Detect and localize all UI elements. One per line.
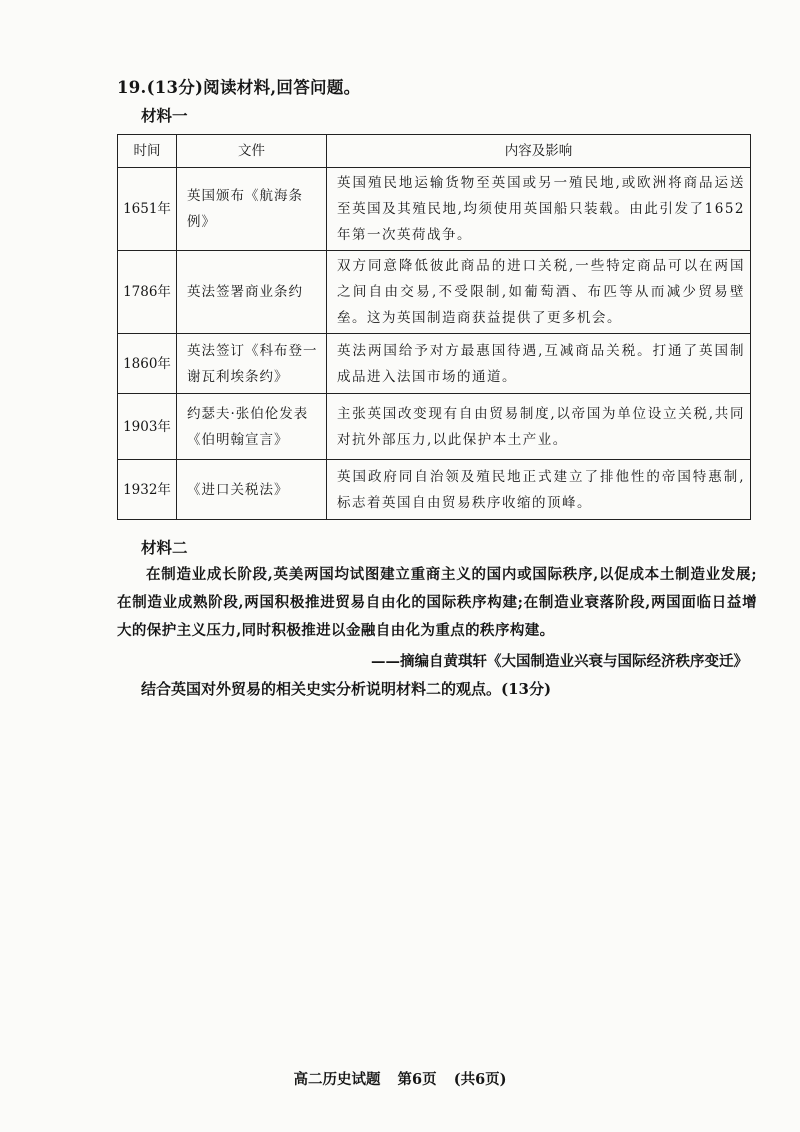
material-table bbox=[117, 134, 751, 520]
footer-page: 第6页 bbox=[397, 1071, 437, 1088]
table-row bbox=[118, 168, 751, 251]
material2-title: 材料二 bbox=[141, 538, 188, 557]
material1-title: 材料一 bbox=[141, 106, 188, 125]
footer-total: (共6页) bbox=[453, 1071, 507, 1088]
row-content: 主张英国改变现有自由贸易制度,以帝国为单位设立关税,共同对抗外部压力,以此保护本土产业。 bbox=[327, 394, 751, 460]
row-document: 英法签订《科布登一谢瓦利埃条约》 bbox=[177, 334, 327, 394]
row-content: 英国殖民地运输货物至英国或另一殖民地,或欧洲将商品运送至英国及其殖民地,均须使用英国船只装载。由此引发了1652年第一次英荷战争。 bbox=[327, 168, 751, 251]
row-content: 英国政府同自治领及殖民地正式建立了排他性的帝国特惠制,标志着英国自由贸易秩序收缩的顶峰。 bbox=[327, 460, 751, 520]
material2-source: ——摘编自黄琪轩《大国制造业兴衰与国际经济秩序变迁》 bbox=[371, 653, 748, 670]
question-title: 19.(13分)阅读材料,回答问题。 bbox=[117, 78, 361, 97]
row-document: 约瑟夫·张伯伦发表《伯明翰宣言》 bbox=[177, 394, 327, 460]
row-year: 1786年 bbox=[118, 251, 177, 334]
table-row bbox=[118, 460, 751, 520]
footer-subject: 高二历史试题 bbox=[293, 1071, 381, 1088]
header-time: 时间 bbox=[118, 135, 177, 168]
row-year: 1903年 bbox=[118, 394, 177, 460]
row-year: 1932年 bbox=[118, 460, 177, 520]
page-footer bbox=[0, 1068, 800, 1089]
row-content: 双方同意降低彼此商品的进口关税,一些特定商品可以在两国之间自由交易,不受限制,如葡萄酒、布匹等从而减少贸易壁垒。这为英国制造商获益提供了更多机会。 bbox=[327, 251, 751, 334]
table-row bbox=[118, 251, 751, 334]
table-header-row bbox=[118, 135, 751, 168]
table-row bbox=[118, 334, 751, 394]
row-document: 英国颁布《航海条例》 bbox=[177, 168, 327, 251]
material2-text: 在制造业成长阶段,英美两国均试图建立重商主义的国内或国际秩序,以促成本土制造业发展;在制造业成熟阶段,两国积极推进贸易自由化的国际秩序构建;在制造业衰落阶段,两国面临日益增大的保护主义压力,同时积极推进以金融自由化为重点的秩序构建。 bbox=[117, 566, 757, 639]
row-content: 英法两国给予对方最惠国待遇,互减商品关税。打通了英国制成品进入法国市场的通道。 bbox=[327, 334, 751, 394]
question-prompt: 结合英国对外贸易的相关史实分析说明材料二的观点。(13分) bbox=[141, 680, 552, 698]
row-document: 英法签署商业条约 bbox=[177, 251, 327, 334]
row-year: 1860年 bbox=[118, 334, 177, 394]
table-row bbox=[118, 394, 751, 460]
header-content: 内容及影响 bbox=[327, 135, 751, 168]
row-year: 1651年 bbox=[118, 168, 177, 251]
header-document: 文件 bbox=[177, 135, 327, 168]
row-document: 《进口关税法》 bbox=[177, 460, 327, 520]
